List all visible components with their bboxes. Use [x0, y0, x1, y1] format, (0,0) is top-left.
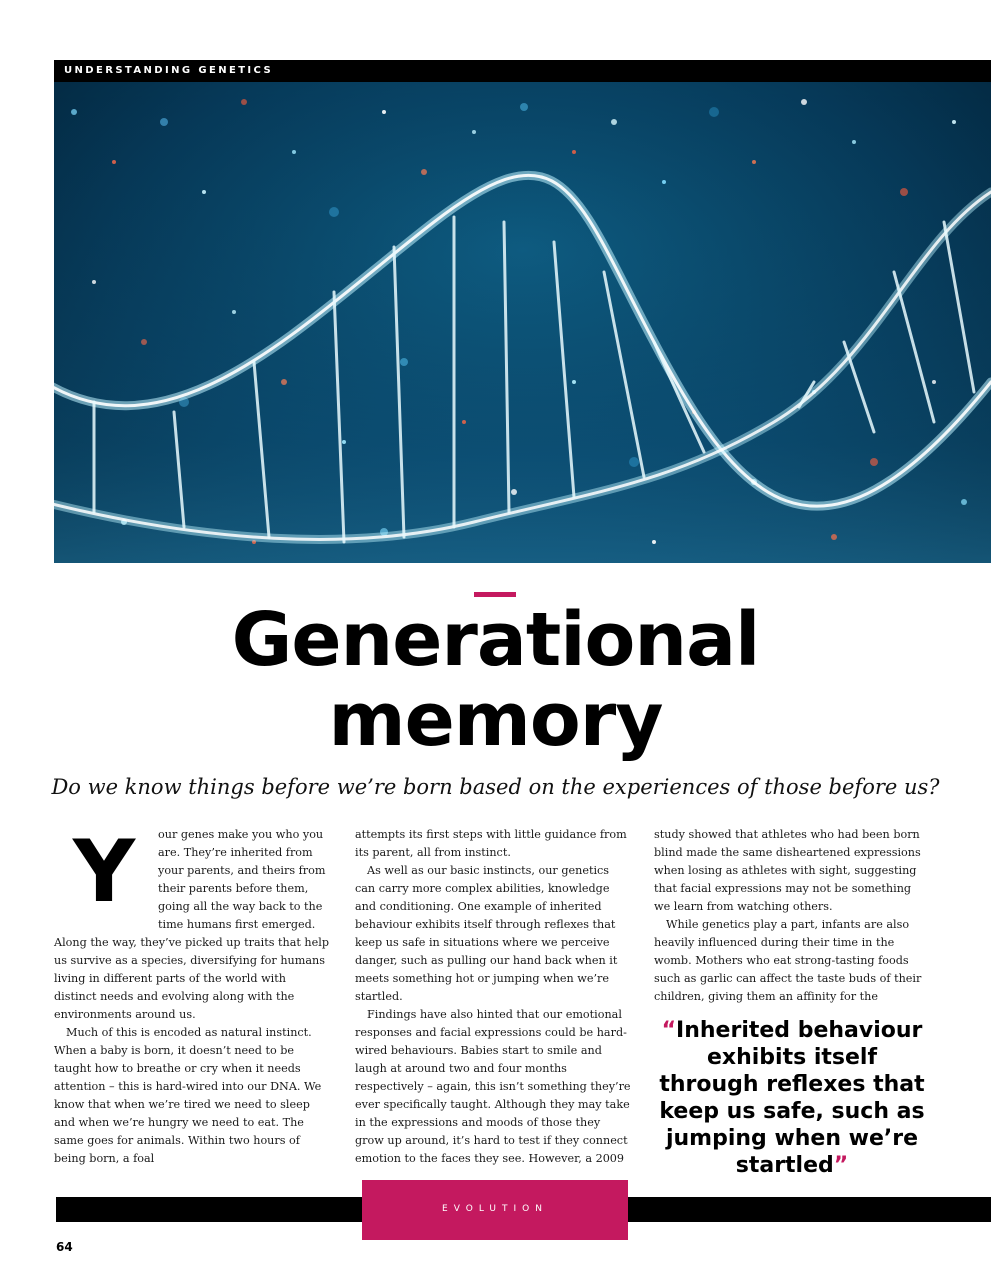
body-column-2 [355, 826, 631, 1168]
section-header-bar [54, 60, 991, 82]
title-line-2: memory [328, 677, 663, 763]
paragraph: study showed that athletes who had been born blind made the same disheartened expressions when losing as athletes with sight, suggesting that facial expressions may not be something we learn from watching others. [654, 828, 921, 913]
body-column-3 [654, 826, 930, 1006]
body-column-1 [54, 822, 330, 1168]
paragraph: Findings have also hinted that our emotional responses and facial expressions could be hard-wired behaviours. Babies start to smile and laugh at around two and four months respectively – again, this isn’t something they’re ever specifically taught. Although they may take in the expressions and moods of those they grow up around, it’s hard to test if they connect emotion to the faces they see. However, a 2009 [355, 1008, 631, 1165]
section-tab-label: EVOLUTION [442, 1204, 548, 1214]
section-label: UNDERSTANDING GENETICS [64, 65, 274, 76]
drop-cap: Y [72, 822, 136, 922]
paragraph: our genes make you who you are. They’re inherited from your parents, and theirs from their parents before them, going all the way back to the time humans first emerged. Along the way, they’ve picked up traits that help us survive as a species, diversifying for humans living in different parts of the world with distinct needs and evolving along with the environments around us. [54, 828, 329, 1021]
paragraph: attempts its first steps with little guidance from its parent, all from instinct. [355, 828, 627, 859]
pull-quote-text: Inherited behaviour exhibits itself through reflexes that keep us safe, such as jumping when we’re startled [659, 1018, 925, 1178]
page-number: 64 [56, 1240, 73, 1254]
dna-helix-illustration [54, 82, 991, 563]
dna-hero-image [54, 82, 991, 563]
section-tab [362, 1180, 628, 1240]
pull-quote [654, 1017, 930, 1179]
paragraph: While genetics play a part, infants are also heavily influenced during their time in the womb. Mothers who eat strong-tasting foods such as garlic can affect the taste buds of their children, giving them an affinity for the [654, 918, 922, 1003]
article-title [0, 597, 991, 763]
quote-open-mark: “ [661, 1018, 677, 1043]
standfirst: Do we know things before we’re born based on the experiences of those before us? [51, 775, 940, 799]
title-line-1: Generational [231, 597, 760, 683]
paragraph: As well as our basic instincts, our genetics can carry more complex abilities, knowledge and conditioning. One example of inherited behaviour exhibits itself through reflexes that keep us safe in situations where we perceive danger, such as pulling our hand back when it meets something hot or jumping when we’re startled. [355, 864, 618, 1003]
paragraph: Much of this is encoded as natural instinct. When a baby is born, it doesn’t need to be taught how to breathe or cry when it needs attention – this is hard-wired into our DNA. We know that when we’re tired we need to sleep and when we’re hungry we need to eat. The same goes for animals. Within two hours of being born, a foal [54, 1026, 322, 1165]
quote-close-mark: ” [833, 1153, 849, 1178]
